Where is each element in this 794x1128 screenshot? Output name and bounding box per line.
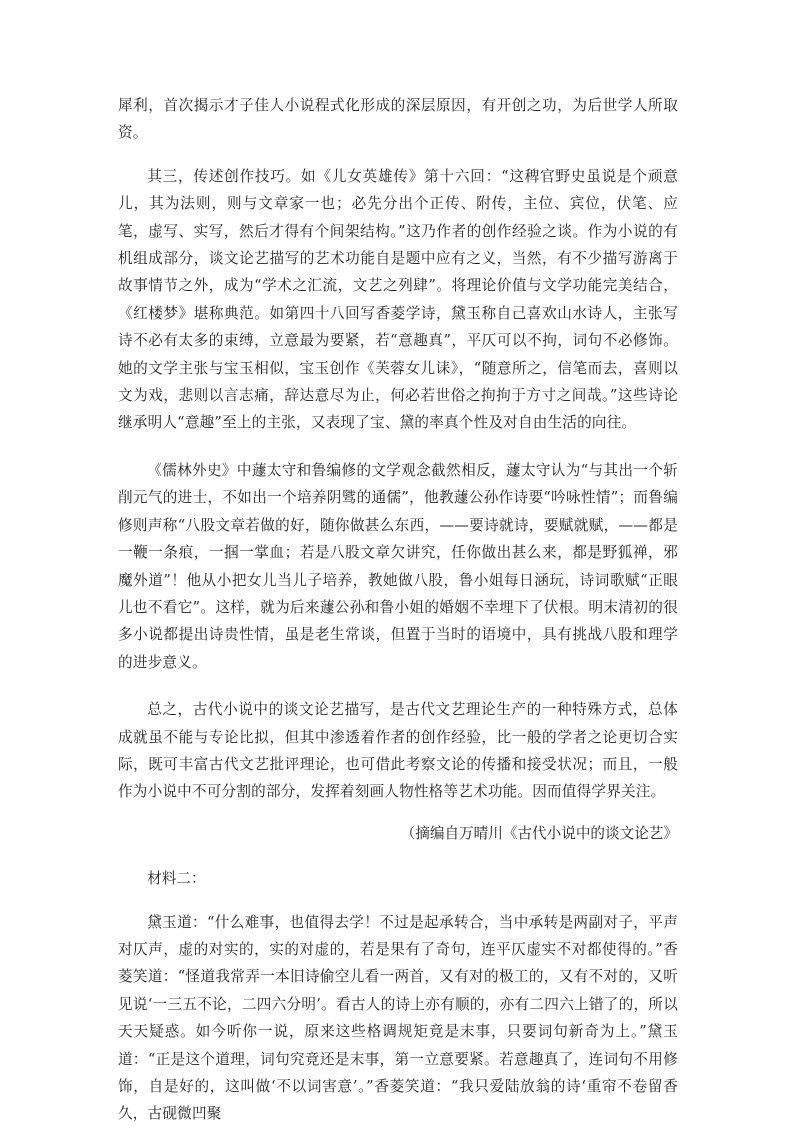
paragraph-material-two: 黛玉道：“什么难事，也值得去学！不过是起承转合，当中承转是两副对子，平声对仄声，虚的对实的，实的对虚的，若是果有了奇句，连平仄虚实不对都使得的。”香菱笑道：“怪道我常弄一本旧诗偷空儿看一两首，又有对的极工的，又有不对的，又听见说‘一三五不论，二四六分明’。看古人的诗上亦有顺的，亦有二四六上错了的，所以天天疑惑。如今听你一说，原来这些格调规矩竟是末事，只要词句新奇为上。”黛玉道：“正是这个道理，词句究竟还是末事，第一立意要紧。若意趣真了，连词句不用修饰，自是好的，这叫做‘不以词害意’。”香菱笑道：“我只爱陆放翁的诗‘重帘不卷留香久，古砚微凹聚 [118, 913, 678, 1123]
paragraph-rulin-waishi: 《儒林外史》中蘧太守和鲁编修的文学观念截然相反，蘧太守认为“与其出一个斩削元气的进士，不如出一个培养阴骘的通儒”，他教蘧公孙作诗要“吟咏性情”；而鲁编修则声称“八股文章若做的好，随你做甚么东西，——要诗就诗，要赋就赋，——都是一鞭一条痕，一掴一掌血；若是八股文章欠讲究，任你做出甚么来，都是野狐禅，邪魔外道”！他从小把女儿当儿子培养，教她做八股，鲁小姐每日涵玩，诗词歌赋“正眼儿也不看它”。这样，就为后来蘧公孙和鲁小姐的婚姻不幸埋下了伏根。明末清初的很多小说都提出诗贵性情，虽是老生常谈，但置于当时的语境中，具有挑战八股和理学的进步意义。 [118, 461, 678, 671]
paragraph-creative-techniques: 其三，传述创作技巧。如《儿女英雄传》第十六回：“这稗官野史虽说是个顽意儿，其为法则，则与文章家一也；必先分出个正传、附传，主位、宾位，伏笔、应笔，虚写、实写，然后才得有个间架结构。”这乃作者的创作经验之谈。作为小说的有机组成部分，谈文论艺描写的艺术功能自是题中应有之义，当然，有不少描写游离于故事情节之外，成为“学术之汇流，文艺之列肆”。将理论价值与文学功能完美结合，《红楼梦》堪称典范。如第四十八回写香菱学诗，黛玉称自己喜欢山水诗人，主张写诗不必有太多的束缚，立意最为要紧，若“意趣真”，平仄可以不拘，词句不必修饰。她的文学主张与宝玉相似，宝玉创作《芙蓉女儿诔》，“随意所之，信笔而去，喜则以文为戏，悲则以言志痛，辞达意尽为止，何必若世俗之拘拘于方寸之间哉。”这些诗论继承明人“意趣”至上的主张，又表现了宝、黛的率真个性及对自由生活的向往。 [118, 167, 678, 432]
source-citation: （摘编自万晴川《古代小说中的谈文论艺》 [400, 824, 678, 842]
paragraph-conclusion: 总之，古代小说中的谈文论艺描写，是古代文艺理论生产的一种特殊方式，总体成就虽不能与专论比拟，但其中渗透着作者的创作经验，比一般的学者之论更切合实际，既可丰富古代文艺批评理论，也可借此考察文论的传播和接受状况；而且，一般作为小说中不可分割的部分，发挥着刻画人物性格等艺术功能。因而值得学界关注。 [118, 701, 678, 801]
material-two-label: 材料二： [147, 870, 206, 888]
document-page [118, 92, 678, 1128]
paragraph-continuation: 犀利，首次揭示才子佳人小说程式化形成的深层原因，有开创之功，为后世学人所取资。 [118, 97, 678, 142]
